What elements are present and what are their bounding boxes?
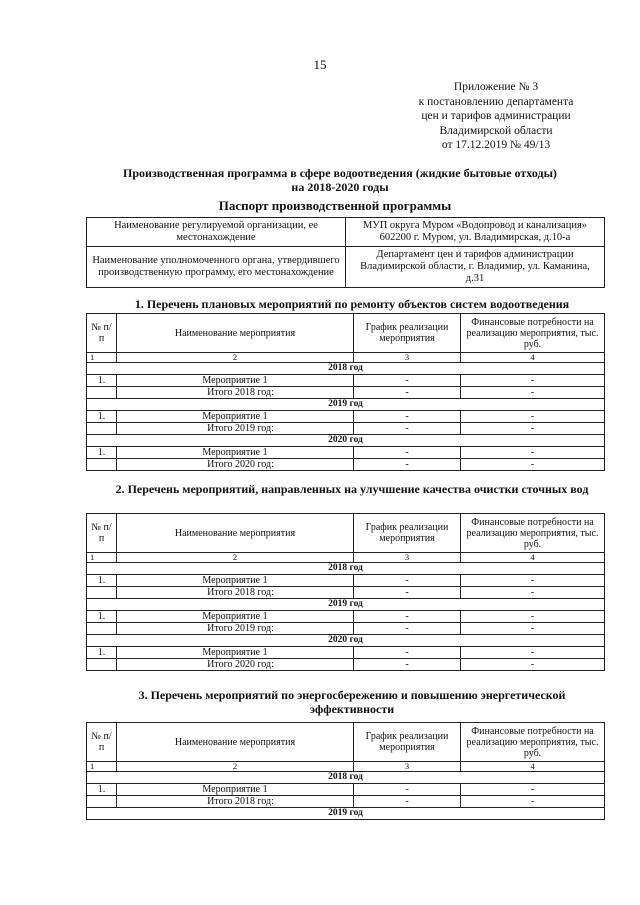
appendix-line: от 17.12.2019 № 49/13 [441,139,551,151]
table-row [87,784,605,796]
finance-value: - [461,375,605,387]
col-finance-header: Финансовые потребности на реализацию мероприятия, тыс. руб. [461,514,605,553]
table-row [87,375,605,387]
schedule-value: - [354,623,461,635]
event-name: Мероприятие 1 [117,375,354,387]
col-num-2: 2 [117,762,354,772]
row-number: 1. [87,611,117,623]
schedule-value: - [354,611,461,623]
finance-value: - [461,459,605,471]
col-schedule-header: График реализации мероприятия [354,723,461,762]
table-header-row [87,314,605,353]
year-row [87,808,605,820]
row-number: 1. [87,411,117,423]
col-num-4: 4 [461,762,605,772]
appendix-line: цен и тарифов администрации [421,110,571,122]
passport-value: МУП округа Муром «Водопровод и канализация» 602200 г. Муром, ул. Владимирская, д.10-а [346,218,605,247]
total-row [87,623,605,635]
year-row [87,399,605,411]
title-line: Производственная программа в сфере водоотведения (жидкие бытовые отходы) [123,166,557,180]
year-row [87,599,605,611]
section-1-title: 1. Перечень плановых мероприятий по ремонту объектов систем водоотведения [134,297,570,311]
section-2-title: 2. Перечень мероприятий, направленных на улучшение качества очистки сточных вод [115,482,589,496]
total-label: Итого 2018 год: [117,587,354,599]
section-2-table [86,513,605,671]
col-number-header: № п/п [87,314,117,353]
col-num-4: 4 [461,353,605,363]
finance-value: - [461,647,605,659]
col-number-header: № п/п [87,514,117,553]
event-name: Мероприятие 1 [117,447,354,459]
col-num-3: 3 [354,762,461,772]
title-line: на 2018-2020 годы [291,180,389,194]
schedule-value: - [354,387,461,399]
column-numbers-row [87,353,605,363]
event-name: Мероприятие 1 [117,784,354,796]
year-row [87,635,605,647]
table-row [87,447,605,459]
schedule-value: - [354,587,461,599]
schedule-value: - [354,784,461,796]
event-name: Мероприятие 1 [117,575,354,587]
passport-label: Наименование уполномоченного органа, утвердившего производственную программу, его местонахождение [87,247,346,288]
col-schedule-header: График реализации мероприятия [354,314,461,353]
col-schedule-header: График реализации мероприятия [354,514,461,553]
row-number: 1. [87,784,117,796]
row-number: 1. [87,647,117,659]
finance-value: - [461,796,605,808]
finance-value: - [461,387,605,399]
finance-value: - [461,784,605,796]
section-1-table [86,313,605,471]
total-row [87,659,605,671]
year-row [87,435,605,447]
passport-value: Департамент цен и тарифов администрации Владимирской области, г. Владимир, ул. Каманина, д.31 [346,247,605,288]
event-name: Мероприятие 1 [117,411,354,423]
col-num-1: 1 [87,553,117,563]
col-finance-header: Финансовые потребности на реализацию мероприятия, тыс. руб. [461,314,605,353]
row-number: 1. [87,575,117,587]
row-number: 1. [87,375,117,387]
column-numbers-row [87,762,605,772]
column-numbers-row [87,553,605,563]
col-num-4: 4 [461,553,605,563]
schedule-value: - [354,411,461,423]
col-num-1: 1 [87,762,117,772]
schedule-value: - [354,796,461,808]
year-label: 2018 год [87,363,605,375]
year-row [87,772,605,784]
finance-value: - [461,575,605,587]
col-num-2: 2 [117,353,354,363]
section-3-title: 3. Перечень мероприятий по энергосбережению и повышению энергетической эффективности [138,688,566,716]
col-num-3: 3 [354,553,461,563]
total-label: Итого 2019 год: [117,423,354,435]
table-row [87,647,605,659]
year-label: 2020 год [87,435,605,447]
row-number: 1. [87,447,117,459]
total-label: Итого 2020 год: [117,659,354,671]
page-number: 15 [313,57,327,72]
finance-value: - [461,623,605,635]
col-num-3: 3 [354,353,461,363]
finance-value: - [461,659,605,671]
total-label: Итого 2018 год: [117,796,354,808]
total-label: Итого 2019 год: [117,623,354,635]
finance-value: - [461,411,605,423]
total-row [87,587,605,599]
event-name: Мероприятие 1 [117,647,354,659]
total-row [87,423,605,435]
schedule-value: - [354,459,461,471]
schedule-value: - [354,423,461,435]
appendix-line: Владимирской области [439,124,553,137]
total-row [87,387,605,399]
event-name: Мероприятие 1 [117,611,354,623]
schedule-value: - [354,447,461,459]
schedule-value: - [354,647,461,659]
table-row [87,575,605,587]
document-title [100,166,580,194]
schedule-value: - [354,659,461,671]
col-name-header: Наименование мероприятия [117,514,354,553]
table-row [87,411,605,423]
finance-value: - [461,611,605,623]
appendix-line: к постановлению департамента [418,95,574,108]
passport-table [86,217,605,288]
schedule-value: - [354,375,461,387]
finance-value: - [461,447,605,459]
table-row [87,611,605,623]
col-name-header: Наименование мероприятия [117,314,354,353]
year-label: 2018 год [87,772,605,784]
col-num-2: 2 [117,553,354,563]
year-label: 2018 год [87,563,605,575]
table-header-row [87,723,605,762]
year-row [87,363,605,375]
appendix-header [396,80,596,153]
passport-row [87,247,605,288]
total-row [87,459,605,471]
year-label: 2020 год [87,635,605,647]
col-num-1: 1 [87,353,117,363]
passport-label: Наименование регулируемой организации, ее местонахождение [87,218,346,247]
appendix-line: Приложение № 3 [453,81,539,93]
year-label: 2019 год [87,399,605,411]
passport-title: Паспорт производственной программы [218,198,452,213]
col-number-header: № п/п [87,723,117,762]
year-label: 2019 год [87,599,605,611]
total-label: Итого 2018 год: [117,387,354,399]
passport-row [87,218,605,247]
total-row [87,796,605,808]
section-3-table [86,722,605,820]
col-name-header: Наименование мероприятия [117,723,354,762]
finance-value: - [461,423,605,435]
table-header-row [87,514,605,553]
schedule-value: - [354,575,461,587]
year-label: 2019 год [87,808,605,820]
finance-value: - [461,587,605,599]
year-row [87,563,605,575]
col-finance-header: Финансовые потребности на реализацию мероприятия, тыс. руб. [461,723,605,762]
total-label: Итого 2020 год: [117,459,354,471]
